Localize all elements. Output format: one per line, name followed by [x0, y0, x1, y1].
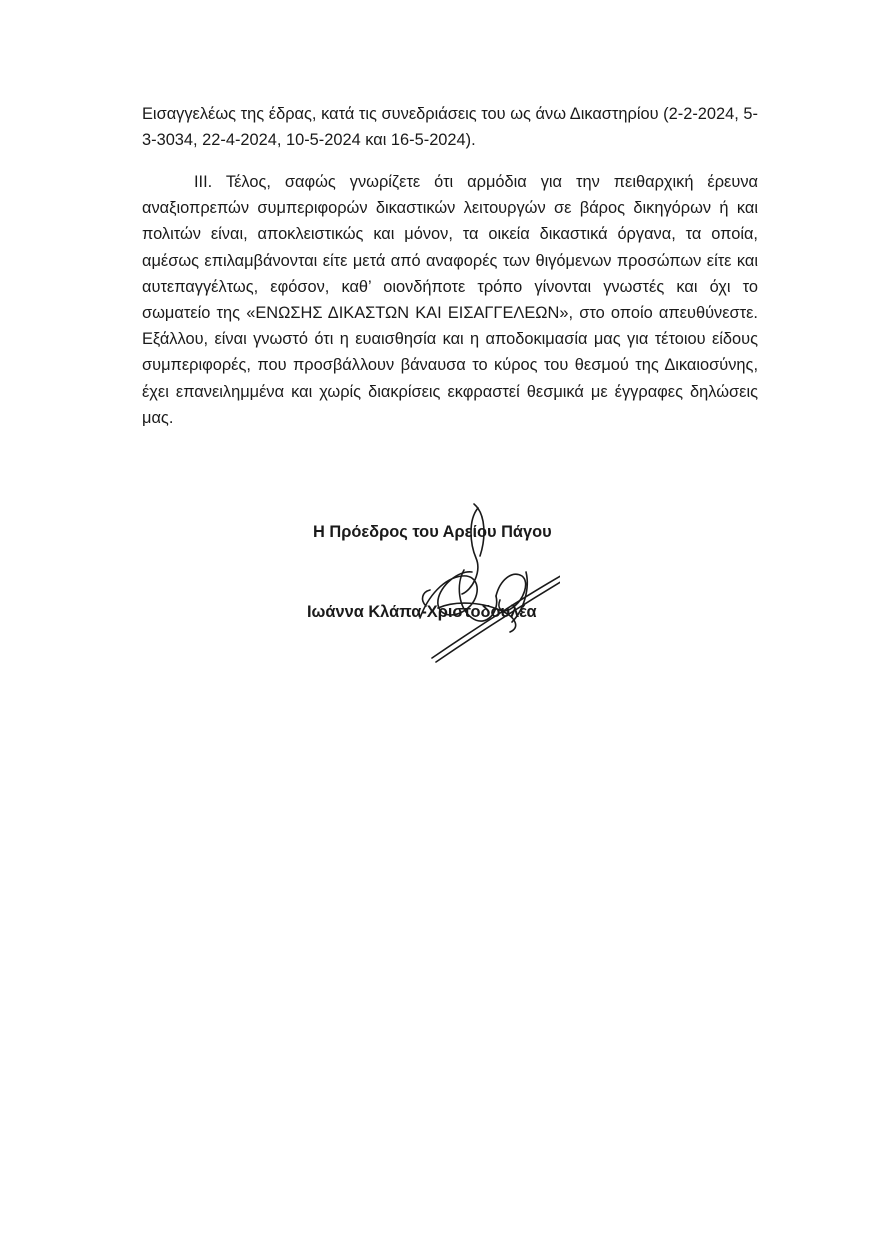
- signatory-title: Η Πρόεδρος του Αρείου Πάγου: [313, 523, 552, 541]
- handwritten-signature-icon: [340, 500, 560, 670]
- paragraph-iii: ΙΙΙ. Τέλος, σαφώς γνωρίζετε ότι αρμόδια για την πειθαρχική έρευνα αναξιοπρεπών συμπεριφορών δικαστικών λειτουργών σε βάρος δικηγόρων ή και πολιτών είναι, αποκλειστικώς και μόνον, τα οικεία δικαστικά όργανα, τα οποία, αμέσως επιλαμβάνονται είτε μετά από αναφορές των θιγόμενων προσώπων είτε και αυτεπαγγέλτως, εφόσον, καθ’ οιονδήποτε τρόπο γίνονται γνωστές και όχι το σωματείο της «ΕΝΩΣΗΣ ΔΙΚΑΣΤΩΝ ΚΑΙ ΕΙΣΑΓΓΕΛΕΩΝ», στο οποίο απευθύνεστε. Εξάλλου, είναι γνωστό ότι η ευαισθησία και η αποδοκιμασία μας για τέτοιου είδους συμπεριφορές, που προσβάλλουν βάναυσα το κύρος του θεσμού της Δικαιοσύνης, έχει επανειλημμένα και χωρίς διακρίσεις εκφραστεί θεσμικά με έγγραφες δηλώσεις μας.: [142, 173, 758, 427]
- signature-block: [280, 500, 700, 680]
- paragraph-continuation: Εισαγγελέως της έδρας, κατά τις συνεδριάσεις του ως άνω Δικαστηρίου (2-2-2024, 5-3-3034, 22-4-2024, 10-5-2024 και 16-5-2024).: [142, 105, 758, 150]
- signatory-name: Ιωάννα Κλάπα-Χριστοδουλέα: [307, 603, 537, 621]
